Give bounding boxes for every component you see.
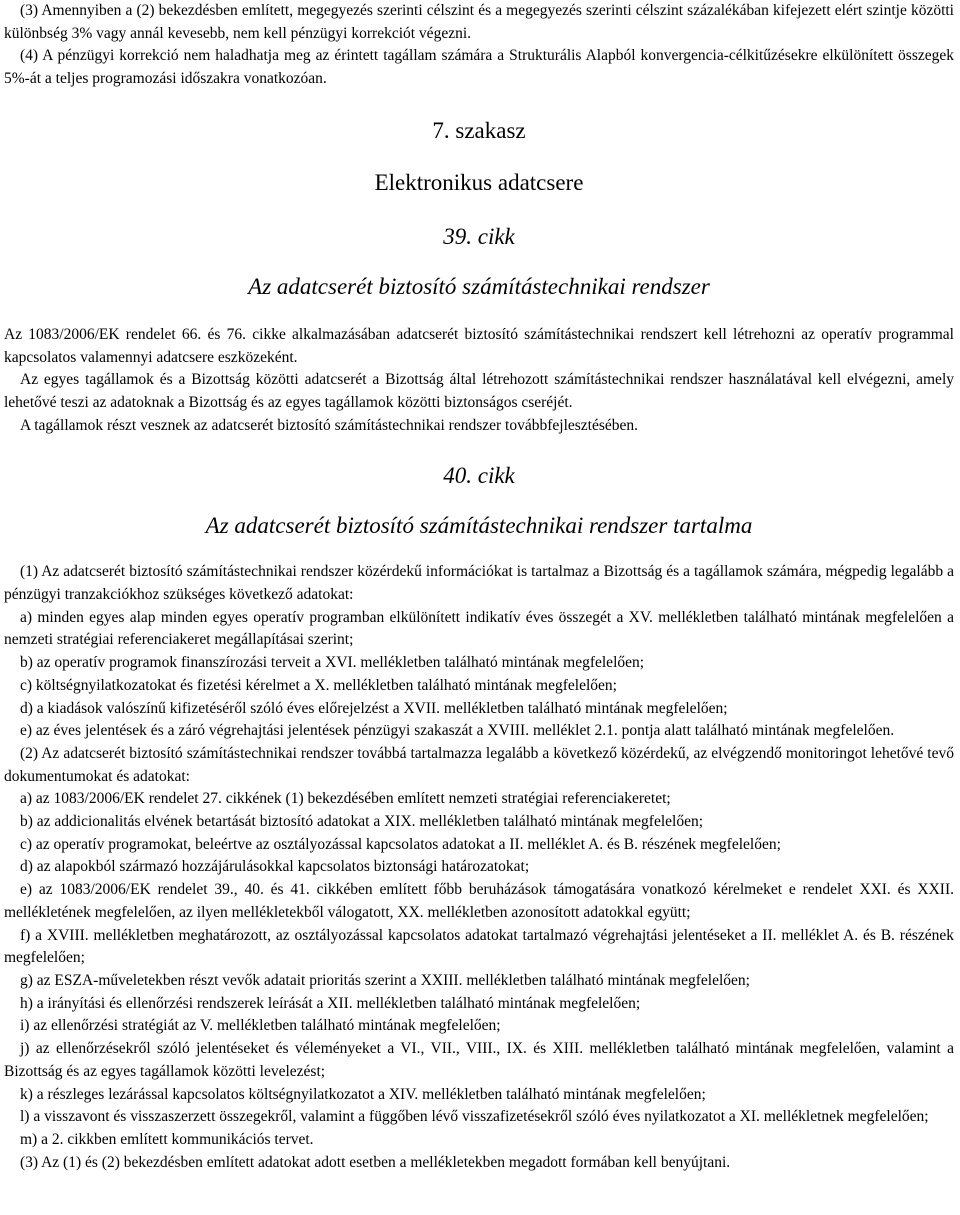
article-40-list-item: f) a XVIII. mellékletben meghatározott, az osztályozással kapcsolatos adatokat tartalmazó végrehajtási jelentéseket a II. melléklet A. és B. részének megfelelően; <box>4 926 954 967</box>
article-40-list-item: j) az ellenőrzésekről szóló jelentéseket és véleményeket a VI., VII., VIII., IX. és XIII. mellékletben található mintának megfelelően, valamint a Bizottság és az egyes tagállamok közötti levelezést; <box>4 1040 954 1080</box>
article-40-list-item: g) az ESZA-műveletekben részt vevők adatait prioritás szerint a XXIII. mellékletben található mintának megfelelően; <box>20 971 750 989</box>
article-39-number: 39. cikk <box>443 223 515 249</box>
article-40-paragraph: (2) Az adatcserét biztosító számítástechnikai rendszer továbbá tartalmazza legalább a következő közérdekű, az elvégzendő monitoringot lehetővé tevő dokumentumokat és adatokat: <box>4 744 954 785</box>
article-40-list-item: l) a visszavont és visszaszerzett összegekről, valamint a függőben lévő visszafizetésekről szóló éves nyilatkozatot a XI. mellékletnek megfelelően; <box>20 1108 929 1126</box>
section-number: 7. szakasz <box>432 117 526 143</box>
article-39-title: Az adatcserét biztosító számítástechnikai rendszer <box>248 273 710 299</box>
article-40-paragraph: (1) Az adatcserét biztosító számítástechnikai rendszer közérdekű információkat is tartalmaz a Bizottság és a tagállamok számára, mégpedig legalább a pénzügyi tranzakciókhoz szükséges következő adatokat: <box>4 563 954 604</box>
article-40-list-item: a) minden egyes alap minden egyes operatív programban elkülönített indikatív éves összegét a XV. mellékletben található mintának megfelelően a nemzeti stratégiai referenciakeret megállapításai szerint; <box>4 608 954 649</box>
article-40-list-item: c) költségnyilatkozatokat és fizetési kérelmet a X. mellékletben található mintának megfelelően; <box>20 676 617 694</box>
intro-paragraph-3: (3) Amennyiben a (2) bekezdésben említett, megegyezés szerinti célszint és a megegyezés szerinti célszint százalékában kifejezett elért szintje közötti különbség 3% vagy annál kevesebb, nem kell pénzügyi korrekciót végezni. <box>4 2 954 42</box>
article-40-title: Az adatcserét biztosító számítástechnikai rendszer tartalma <box>205 513 753 539</box>
article-39-paragraph: A tagállamok részt vesznek az adatcserét biztosító számítástechnikai rendszer továbbfejlesztésében. <box>20 416 639 434</box>
article-40-list-item: m) a 2. cikkben említett kommunikációs tervet. <box>20 1130 314 1148</box>
intro-paragraph-4: (4) A pénzügyi korrekció nem haladhatja meg az érintett tagállam számára a Strukturális Alapból konvergencia-célkitűzésekre elkülönített összegek 5%-át a teljes programozási időszakra vonatkozóan. <box>4 47 954 88</box>
article-40-list-item: d) a kiadások valószínű kifizetéséről szóló éves előrejelzést a XVII. mellékletben található mintának megfelelően; <box>20 699 728 717</box>
article-40-list-item: i) az ellenőrzési stratégiát az V. mellékletben található mintának megfelelően; <box>20 1017 501 1035</box>
article-40-list-item: e) az éves jelentések és a záró végrehajtási jelentések pénzügyi szakaszát a XVIII. melléklet 2.1. pontja alatt található mintának megfelelően. <box>20 722 895 740</box>
article-40-list-item: d) az alapokból származó hozzájárulásokkal kapcsolatos biztonsági határozatokat; <box>20 858 530 876</box>
article-40-list-item: b) az operatív programok finanszírozási terveit a XVI. mellékletben található mintának megfelelően; <box>20 654 645 672</box>
article-40-number: 40. cikk <box>443 463 515 489</box>
section-title: Elektronikus adatcsere <box>374 169 584 195</box>
article-40-list-item: a) az 1083/2006/EK rendelet 27. cikkének (1) bekezdésében említett nemzeti stratégiai referenciakeretet; <box>20 790 671 808</box>
article-40-list-item: e) az 1083/2006/EK rendelet 39., 40. és 41. cikkében említett főbb beruházások támogatására vonatkozó kérelmeket e rendelet XXI. és XXII. mellékletének megfelelően, az ilyen mellékletekből válogatott, XX. mellékletben azonosított adatokkal együtt; <box>4 881 954 921</box>
article-40-list-item: b) az addicionalitás elvének betartását biztosító adatokat a XIX. mellékletben található mintának megfelelően; <box>20 813 704 831</box>
article-40-list-item: k) a részleges lezárással kapcsolatos költségnyilatkozatot a XIV. mellékletben található mintának megfelelően; <box>20 1085 706 1103</box>
article-39-paragraph: Az egyes tagállamok és a Bizottság közötti adatcserét a Bizottság által létrehozott számítástechnikai rendszer használatával kell elvégezni, amely lehetővé teszi az adatoknak a Bizottság és az egyes tagállamok közötti biztonságos cseréjét. <box>4 371 954 411</box>
article-39-paragraph: Az 1083/2006/EK rendelet 66. és 76. cikke alkalmazásában adatcserét biztosító számítástechnikai rendszert kell létrehozni az operatív programmal kapcsolatos valamennyi adatcsere eszközeként. <box>4 325 954 366</box>
article-40-list-item: c) az operatív programokat, beleértve az osztályozással kapcsolatos adatokat a II. melléklet A. és B. részének megfelelően; <box>20 835 781 853</box>
article-40-paragraph: (3) Az (1) és (2) bekezdésben említett adatokat adott esetben a mellékletekben megadott formában kell benyújtani. <box>20 1153 731 1171</box>
article-40-list-item: h) a irányítási és ellenőrzési rendszerek leírását a XII. mellékletben található mintának megfelelően; <box>20 994 641 1012</box>
